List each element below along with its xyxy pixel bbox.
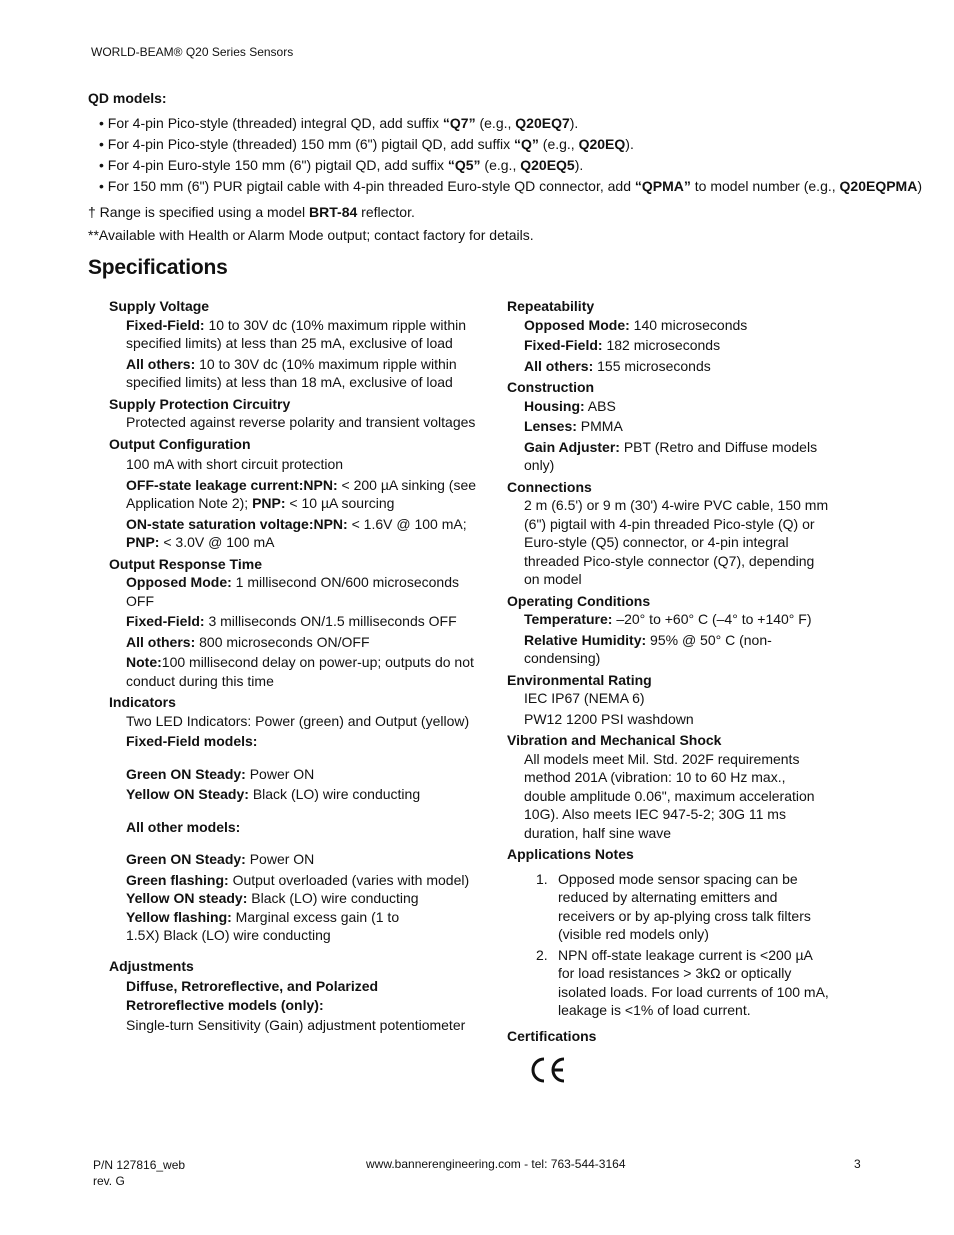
spec-label: PNP:: [126, 534, 160, 550]
spec-heading: Environmental Rating: [507, 671, 652, 688]
spec-value: PMMA: [576, 418, 623, 434]
application-notes-list: [536, 870, 847, 1020]
note-text: reflector.: [357, 204, 415, 220]
spec-text: 2 m (6.5') or 9 m (30') 4-wire PVC cable, 150 mm (6") pigtail with 4-pin threaded Pico-style (Q) or Euro-style (Q5) connector, or 4-pin integral threaded Pico-style connector (Q7), depending on model: [524, 497, 829, 587]
spec-value: Marginal excess gain (1 to 1.5X) Black (LO) wire conducting: [126, 908, 400, 943]
note-number: 1.: [536, 870, 548, 887]
spec-label: Fixed-Field:: [126, 613, 205, 629]
spec-label: Fixed-Field:: [126, 316, 205, 333]
item-text: ).: [569, 115, 579, 131]
spec-label: Lenses:: [524, 418, 577, 434]
spec-label: Relative Humidity:: [524, 631, 647, 648]
spec-label: Fixed-Field:: [524, 337, 603, 353]
example-model: Q20EQ7: [515, 115, 570, 131]
list-item: [99, 113, 949, 134]
spec-value: 10 to 30V dc (10% maximum ripple within specified limits) at less than 18 mA, exclusive of load: [126, 355, 457, 390]
revision: rev. G: [93, 1174, 125, 1188]
spec-heading: Vibration and Mechanical Shock: [507, 732, 722, 748]
list-item: [536, 870, 847, 944]
spec-value: –20° to +60° C (–4° to +140° F): [612, 611, 812, 627]
footer-part-number: [93, 1157, 185, 1189]
spec-text: [126, 633, 479, 652]
spec-heading: Repeatability: [507, 298, 595, 314]
spec-label: Gain Adjuster:: [524, 438, 620, 455]
spec-text: Single-turn Sensitivity (Gain) adjustment potentiometer: [126, 1017, 466, 1033]
spec-heading: Indicators: [109, 694, 176, 710]
spec-label: Green ON Steady:: [126, 851, 246, 867]
spec-label: Housing:: [524, 397, 585, 414]
qd-models-heading: QD models:: [88, 90, 167, 106]
spec-subheading: Diffuse, Retroreflective, and Polarized Retroreflective models (only):: [126, 978, 379, 1013]
spec-text: [524, 357, 847, 376]
spec-heading: Supply Protection Circuitry: [109, 395, 291, 412]
spec-text: IEC IP67 (NEMA 6): [524, 690, 645, 706]
item-text: ): [917, 178, 923, 194]
running-header: WORLD-BEAM® Q20 Series Sensors: [91, 45, 294, 59]
item-text: (e.g.,: [538, 136, 579, 152]
spec-text: Protected against reverse polarity and transient voltages: [126, 414, 476, 430]
item-text: ).: [574, 157, 584, 173]
specifications-title: Specifications: [88, 256, 228, 279]
spec-value: 800 microseconds ON/OFF: [195, 633, 370, 650]
spec-text: [524, 316, 847, 335]
suffix: “Q5”: [447, 157, 481, 173]
item-text: • For 4-pin Euro-style 150 mm (6") pigtail QD, add suffix: [99, 157, 448, 173]
suffix: “Q7”: [442, 115, 476, 131]
spec-heading: Adjustments: [109, 957, 194, 974]
spec-label: Yellow ON Steady:: [126, 786, 249, 802]
spec-text: [524, 336, 847, 355]
spec-label: Temperature:: [524, 611, 613, 627]
example-model: Q20EQPMA: [839, 178, 918, 194]
spec-text: All models meet Mil. Std. 202F requirements method 201A (vibration: 10 to 60 Hz max., double amplitude 0.06", maximum acceleration 10G). Also meets IEC 947-5-2; 30G 11 ms duration, half sine wave: [524, 750, 815, 841]
spec-value: Black (LO) wire conducting: [247, 890, 419, 906]
item-text: ).: [625, 136, 634, 152]
item-text: • For 150 mm (6") PUR pigtail cable with 4-pin threaded Euro-style QD connector, add: [99, 178, 635, 194]
specs-right-column: [507, 296, 847, 1090]
spec-value: 95% @ 50° C (non-condensing): [524, 631, 772, 666]
spec-text: [524, 631, 847, 668]
spec-text: PW12 1200 PSI washdown: [524, 710, 694, 727]
availability-note: **Available with Health or Alarm Mode output; contact factory for details.: [88, 227, 534, 243]
spec-value: 155 microseconds: [593, 357, 711, 374]
item-text: to model number (e.g.,: [690, 178, 840, 194]
spec-value: 1 millisecond ON/600 microseconds OFF: [126, 574, 459, 609]
item-text: (e.g.,: [475, 115, 516, 131]
spec-label: Opposed Mode:: [126, 574, 232, 590]
part-number: P/N 127816_web: [93, 1158, 186, 1172]
spec-text: [126, 785, 479, 804]
spec-label: OFF-state leakage current:NPN:: [126, 476, 338, 493]
spec-text: [524, 610, 847, 629]
spec-text: [126, 765, 479, 784]
note-text: † Range is specified using a model: [88, 204, 310, 220]
item-text: • For 4-pin Pico-style (threaded) integral QD, add suffix: [99, 115, 443, 131]
specs-left-column: [109, 296, 479, 1037]
spec-heading: Connections: [507, 478, 592, 495]
spec-text: [126, 316, 479, 353]
item-text: (e.g.,: [480, 157, 521, 173]
example-model: Q20EQ5: [520, 157, 575, 173]
spec-value: Power ON: [245, 851, 315, 867]
note-number: 2.: [536, 946, 548, 963]
spec-text: [524, 417, 847, 436]
spec-heading: Construction: [507, 379, 595, 395]
spec-label: Green flashing:: [126, 871, 229, 888]
spec-heading: Supply Voltage: [109, 298, 210, 314]
spec-text: [126, 612, 479, 631]
spec-text: [126, 653, 479, 690]
spec-text: [126, 889, 479, 908]
spec-value: < 200 µA sinking (see Application Note 2);: [126, 476, 477, 511]
note-text: NPN off-state leakage current is <200 µA for load resistances > 3kΩ or optically isolated loads. For load currents of 100 mA, leakage is <1% of load current.: [558, 946, 829, 1018]
list-item: [99, 176, 949, 197]
spec-heading: Output Response Time: [109, 555, 262, 572]
spec-label: PNP:: [252, 495, 286, 511]
spec-heading: Applications Notes: [507, 846, 634, 862]
spec-text: [126, 573, 479, 610]
item-text: • For 4-pin Pico-style (threaded) 150 mm (6") pigtail QD, add suffix: [99, 136, 514, 152]
spec-label: All others:: [524, 357, 594, 374]
list-item: [99, 134, 949, 155]
spec-value: 100 millisecond delay on power-up; outputs do not conduct during this time: [126, 654, 474, 689]
ce-mark-icon: [525, 1055, 567, 1085]
reflector-model: BRT-84: [309, 204, 358, 220]
spec-value: Power ON: [245, 765, 315, 782]
spec-text: [126, 355, 479, 392]
spec-value: < 1.6V @ 100 mA;: [347, 515, 467, 532]
spec-value: 10 to 30V dc (10% maximum ripple within specified limits) at less than 25 mA, exclusive of load: [126, 316, 467, 351]
note-text: Opposed mode sensor spacing can be reduced by alternating emitters and receivers or by ap-plying cross talk filters (visible red models only): [558, 870, 811, 942]
spec-label: Yellow ON steady:: [126, 890, 248, 906]
spec-value: < 3.0V @ 100 mA: [159, 534, 275, 550]
spec-label: ON-state saturation voltage:NPN:: [126, 515, 348, 532]
suffix: “Q”: [514, 136, 539, 152]
range-note: [88, 204, 415, 220]
spec-text: [126, 515, 479, 552]
spec-heading: Certifications: [507, 1027, 597, 1044]
spec-text: [126, 850, 479, 869]
spec-heading: Operating Conditions: [507, 592, 651, 609]
spec-subheading: All other models:: [126, 818, 241, 835]
spec-value: 3 milliseconds ON/1.5 milliseconds OFF: [204, 613, 457, 629]
spec-text: 100 mA with short circuit protection: [126, 456, 344, 472]
example-model: Q20EQ: [578, 136, 626, 152]
spec-value: < 10 µA sourcing: [285, 495, 395, 511]
footer-contact: www.bannerengineering.com - tel: 763-544-3164: [366, 1157, 626, 1171]
suffix: “QPMA”: [634, 178, 691, 194]
spec-text: Two LED Indicators: Power (green) and Output (yellow): [126, 712, 470, 729]
spec-label: Note:: [126, 654, 162, 670]
spec-label: All others:: [126, 633, 196, 650]
spec-heading: Output Configuration: [109, 435, 251, 452]
spec-value: Output overloaded (varies with model): [228, 871, 470, 888]
spec-value: 140 microseconds: [629, 316, 748, 333]
spec-label: Green ON Steady:: [126, 765, 246, 782]
qd-models-list: [99, 113, 949, 197]
spec-subheading: Fixed-Field models:: [126, 733, 258, 749]
list-item: [536, 946, 847, 1020]
spec-value: Black (LO) wire conducting: [248, 786, 421, 802]
spec-value: ABS: [584, 397, 616, 414]
list-item: [99, 155, 949, 176]
spec-value: 182 microseconds: [602, 337, 721, 353]
spec-label: Opposed Mode:: [524, 316, 630, 333]
spec-text: [126, 908, 426, 945]
spec-text: [126, 476, 479, 513]
spec-value: PBT (Retro and Diffuse models only): [524, 438, 818, 473]
spec-text: [126, 871, 479, 890]
spec-label: All others:: [126, 355, 196, 372]
page-number: 3: [854, 1157, 861, 1171]
spec-text: [524, 397, 847, 416]
spec-text: [524, 438, 847, 475]
spec-label: Yellow flashing:: [126, 908, 232, 925]
